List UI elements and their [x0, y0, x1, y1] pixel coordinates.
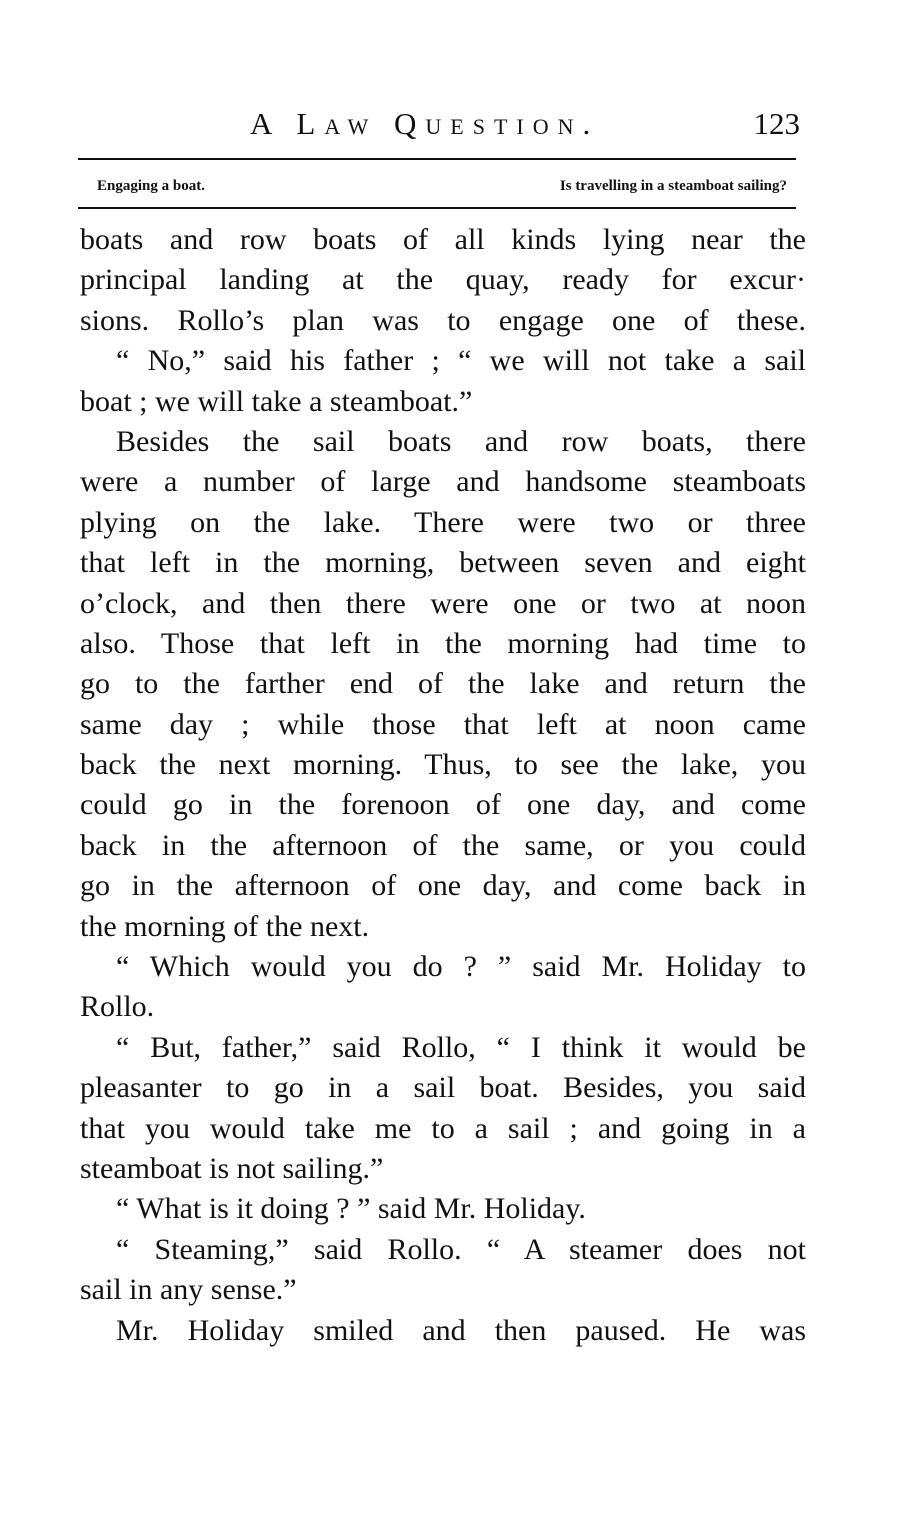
text-line: same day ; while those that left at noon came: [80, 707, 806, 741]
running-head: [80, 104, 800, 144]
text-line: boat ; we will take a steamboat.”: [80, 384, 473, 418]
text-line: back in the afternoon of the same, or you could: [80, 828, 806, 862]
side-heads: [97, 174, 787, 198]
text-line: boats and row boats of all kinds lying near the: [80, 223, 806, 256]
text-line: that left in the morning, between seven and eight: [80, 546, 806, 580]
header-rule-bottom: [78, 207, 796, 209]
text-line: could go in the forenoon of one day, and come: [80, 788, 806, 822]
text-line: Mr. Holiday smiled and then paused. He was: [116, 1313, 806, 1347]
text-line: steamboat is not sailing.”: [80, 1151, 384, 1185]
text-line: that you would take me to a sail ; and going in a: [80, 1111, 806, 1145]
side-head-right: Is travelling in a steamboat sailing?: [559, 178, 787, 194]
text-line: pleasanter to go in a sail boat. Besides, you said: [80, 1071, 806, 1105]
text-line: “ No,” said his father ; “ we will not take a sail: [116, 344, 806, 378]
text-line: “ Steaming,” said Rollo. “ A steamer does not: [116, 1232, 806, 1266]
text-line: Rollo.: [80, 990, 155, 1024]
text-line: the morning of the next.: [80, 909, 370, 943]
text-line: sions. Rollo’s plan was to engage one of these.: [80, 303, 806, 337]
side-head-left: Engaging a boat.: [97, 178, 205, 194]
text-line: “ Which would you do ? ” said Mr. Holiday to: [116, 950, 806, 984]
header-rule-top: [78, 158, 796, 160]
text-line: o’clock, and then there were one or two at noon: [80, 586, 806, 620]
page-title: A Law Question.: [250, 106, 600, 141]
page-number: 123: [753, 106, 800, 141]
text-line: principal landing at the quay, ready for excur·: [80, 263, 806, 297]
text-line: go to the farther end of the lake and return the: [80, 667, 806, 701]
text-line: plying on the lake. There were two or three: [80, 505, 806, 539]
text-line: were a number of large and handsome steamboats: [80, 465, 806, 499]
body-text: [80, 220, 806, 1351]
text-line: also. Those that left in the morning had time to: [80, 626, 806, 660]
text-line: go in the afternoon of one day, and come back in: [80, 869, 806, 903]
text-line: Besides the sail boats and row boats, there: [116, 424, 806, 458]
text-line: “ But, father,” said Rollo, “ I think it would be: [116, 1030, 806, 1064]
text-line: “ What is it doing ? ” said Mr. Holiday.: [116, 1192, 586, 1226]
text-line: back the next morning. Thus, to see the lake, you: [80, 748, 806, 782]
text-line: sail in any sense.”: [80, 1273, 297, 1307]
